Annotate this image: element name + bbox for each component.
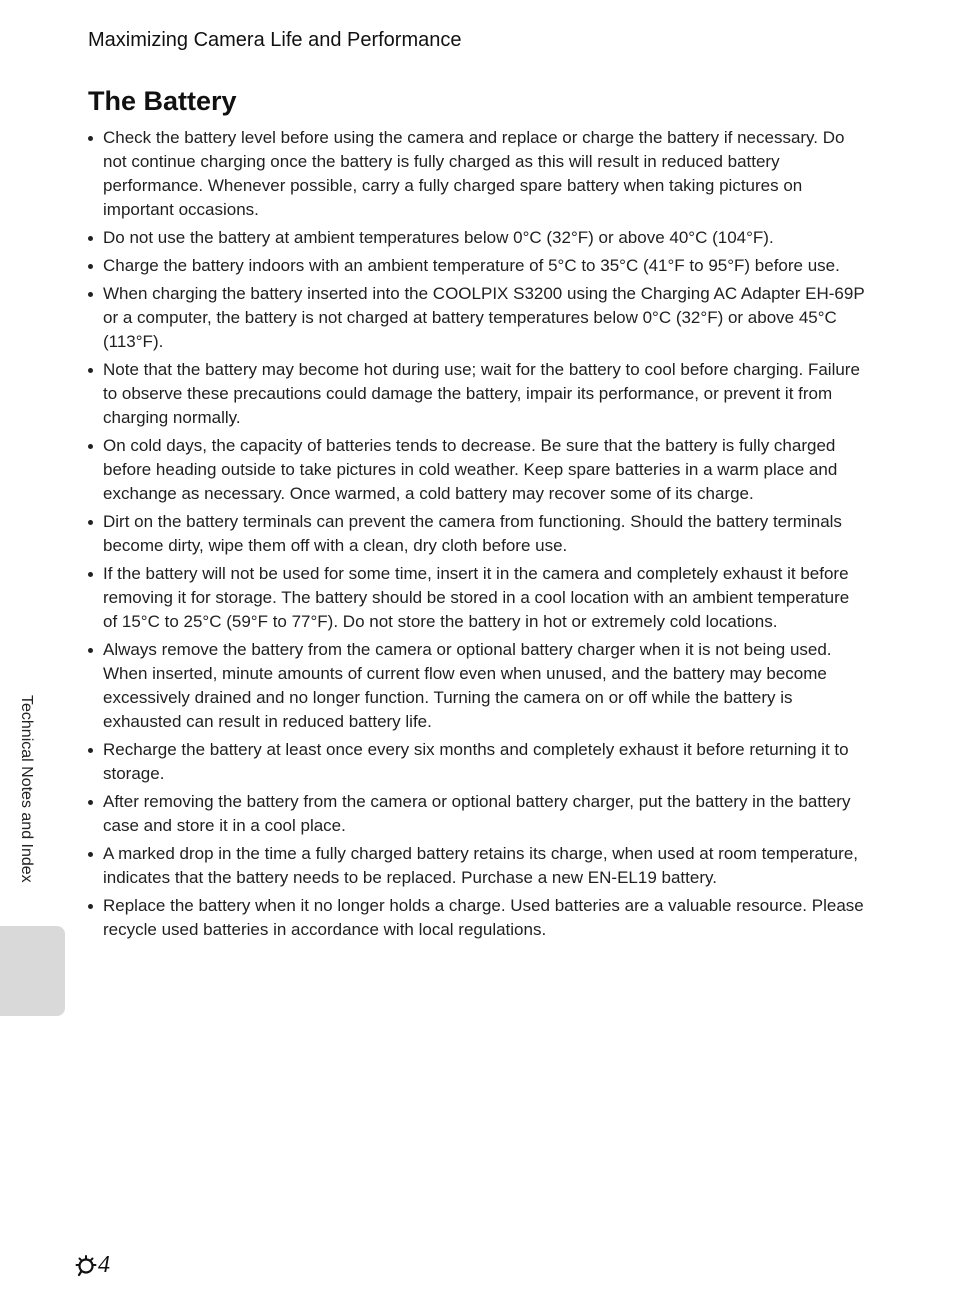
bullet-dot [88, 264, 93, 269]
reference-bulb-icon [74, 1252, 100, 1278]
list-item [88, 434, 868, 506]
bullet-dot [88, 368, 93, 373]
list-item-text: Always remove the battery from the camera or optional battery charger when it is not being used. When inserted, minute amounts of current flow even when unused, and the battery may become excessively drained and no longer function. Turning the camera on or off while the battery is exhausted can result in reduced battery life. [103, 640, 832, 731]
list-item-text: If the battery will not be used for some time, insert it in the camera and completely exhaust it before removing it for storage. The battery should be stored in a cool location with an ambient temperature of 15°C to 25°C (59°F to 77°F). Do not store the battery in hot or extremely cold locations. [103, 564, 850, 631]
list-item [88, 894, 868, 942]
list-item [88, 842, 868, 890]
page-folio [74, 1250, 110, 1280]
list-item-text: Note that the battery may become hot during use; wait for the battery to cool before charging. Failure to observe these precautions could damage the battery, impair its performance, or prevent it from charging normally. [103, 360, 860, 427]
bullet-list [88, 126, 868, 946]
list-item-text: Do not use the battery at ambient temperatures below 0°C (32°F) or above 40°C (104°F). [103, 228, 774, 247]
list-item [88, 254, 868, 278]
page-number: 4 [98, 1252, 110, 1278]
list-item [88, 738, 868, 786]
list-item-text: A marked drop in the time a fully charged battery retains its charge, when used at room temperature, indicates that the battery needs to be replaced. Purchase a new EN-EL19 battery. [103, 844, 858, 887]
bullet-dot [88, 800, 93, 805]
list-item [88, 638, 868, 734]
bullet-dot [88, 292, 93, 297]
list-item [88, 126, 868, 222]
bullet-dot [88, 236, 93, 241]
bullet-dot [88, 520, 93, 525]
list-item-text: Replace the battery when it no longer holds a charge. Used batteries are a valuable resource. Please recycle used batteries in accordance with local regulations. [103, 896, 864, 939]
running-head: Maximizing Camera Life and Performance [88, 29, 462, 51]
list-item-text: Check the battery level before using the camera and replace or charge the battery if necessary. Do not continue charging once the battery is fully charged as this will result in reduced battery performance. Whenever possible, carry a fully charged spare battery when taking pictures on important occasions. [103, 128, 845, 219]
list-item-text: Charge the battery indoors with an ambient temperature of 5°C to 35°C (41°F to 95°F) before use. [103, 256, 840, 275]
list-item [88, 510, 868, 558]
list-item-text: After removing the battery from the camera or optional battery charger, put the battery in the battery case and store it in a cool place. [103, 792, 851, 835]
list-item [88, 790, 868, 838]
section-title: The Battery [88, 86, 237, 116]
bullet-dot [88, 444, 93, 449]
side-tab-label: Technical Notes and Index [18, 695, 35, 883]
list-item [88, 282, 868, 354]
bullet-dot [88, 904, 93, 909]
list-item [88, 562, 868, 634]
list-item [88, 358, 868, 430]
bullet-dot [88, 572, 93, 577]
list-item-text: On cold days, the capacity of batteries tends to decrease. Be sure that the battery is fully charged before heading outside to take pictures in cold weather. Keep spare batteries in a warm place and exchange as necessary. Once warmed, a cold battery may recover some of its charge. [103, 436, 838, 503]
bullet-dot [88, 136, 93, 141]
bullet-dot [88, 748, 93, 753]
list-item [88, 226, 868, 250]
list-item-text: Dirt on the battery terminals can prevent the camera from functioning. Should the battery terminals become dirty, wipe them off with a clean, dry cloth before use. [103, 512, 842, 555]
list-item-text: When charging the battery inserted into the COOLPIX S3200 using the Charging AC Adapter EH-69P or a computer, the battery is not charged at battery temperatures below 0°C (32°F) or above 45°C (113°F). [103, 284, 865, 351]
list-item-text: Recharge the battery at least once every six months and completely exhaust it before returning it to storage. [103, 740, 849, 783]
bullet-dot [88, 648, 93, 653]
side-tab [0, 926, 65, 1016]
bullet-dot [88, 852, 93, 857]
